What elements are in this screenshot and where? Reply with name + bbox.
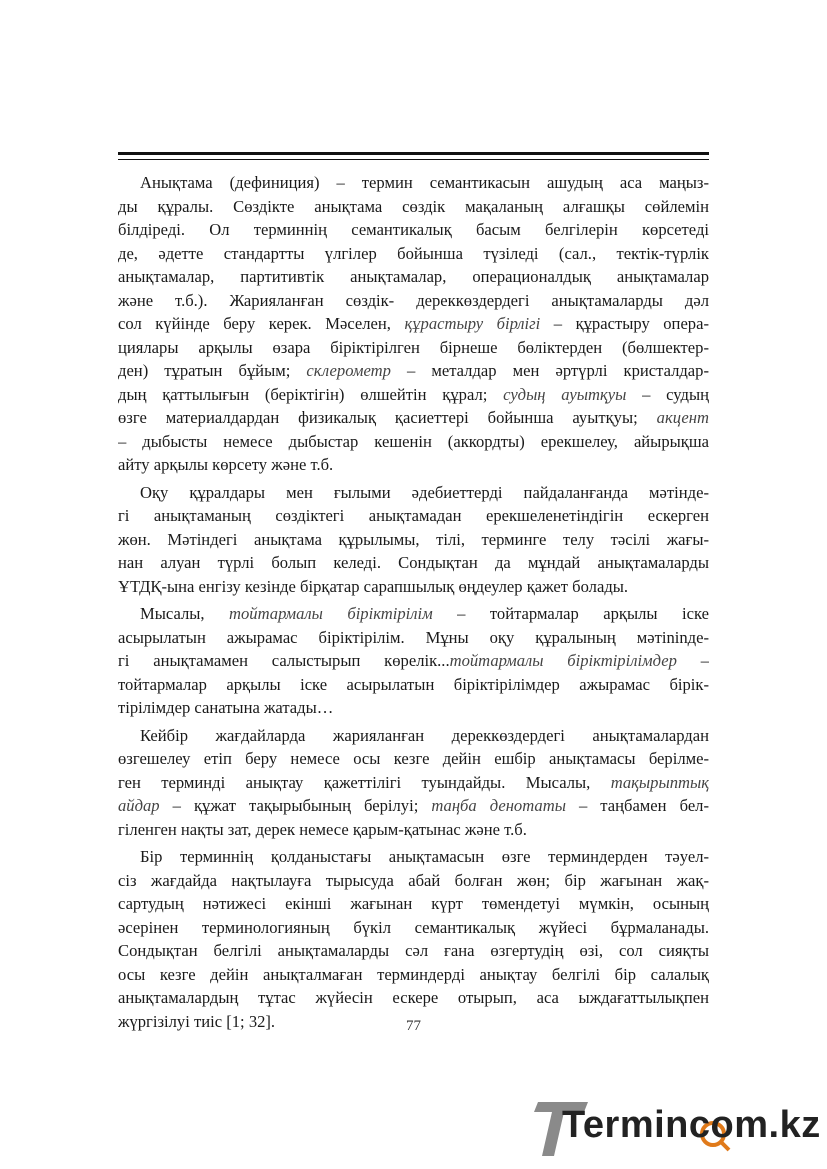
text-line	[118, 602, 709, 626]
text-run: анықтамалар, партитивтік анықтамалар, операционалдық анықтамалар	[118, 267, 709, 286]
text-line	[118, 504, 709, 528]
termincom-logo	[528, 1098, 821, 1160]
italic-term: тойтармалы біріктірілімдер	[449, 651, 677, 670]
text-line	[118, 195, 709, 219]
text-run: асырылатын ажырамас біріктірілім. Мұны оқу құралының мәтininде-	[118, 627, 709, 647]
text-line	[118, 383, 709, 407]
text-run: сартудың нәтижесі екінші жағынан күрт төмендетуі мүмкін, осының	[118, 894, 709, 913]
text-line	[118, 696, 709, 720]
text-line	[118, 626, 709, 650]
text-run: тойтармалар арқылы іске асырылатын біріктірілімдер ажырамас бірік-	[118, 674, 709, 694]
text-run: анықтамалардың тұтас жүйесін ескере отырып, аса ыждағаттылықпен	[118, 988, 709, 1007]
text-run: осы кезге дейін анықталмаған терминдерді анықтау белгілі бір салалық	[118, 964, 709, 984]
text-line	[118, 528, 709, 552]
italic-term: айдар	[118, 796, 160, 815]
italic-term: тақырыптық	[610, 772, 709, 792]
paragraph	[118, 602, 709, 720]
text-line	[118, 649, 709, 673]
text-line	[118, 673, 709, 697]
text-line	[118, 312, 709, 336]
text-line	[118, 289, 709, 313]
italic-term: акцент	[656, 408, 709, 427]
text-line	[118, 771, 709, 795]
text-line	[118, 892, 709, 916]
text-run: ды құралы. Сөздікте анықтама сөздік мақаланың алғашқы сөйлемін	[118, 196, 709, 216]
text-run: Оқу құралдары мен ғылыми әдебиеттерді пайдаланғанда мәтінде-	[140, 482, 709, 502]
text-line	[118, 575, 709, 599]
text-run: ҰТДҚ-ына енгізу кезінде бірқатар сарапшылық өңдеулер қажет болады.	[118, 576, 629, 596]
paragraph	[118, 724, 709, 842]
text-line	[118, 845, 709, 869]
text-line	[118, 939, 709, 963]
text-run: білдіреді. Ол терминнің семантикалық басым белгілерін көрсетеді	[118, 220, 709, 239]
text-line	[118, 171, 709, 195]
text-run: жөн. Мәтіндегі анықтама құрылымы, тілі, терминге телу тәсілі жағы-	[118, 529, 709, 549]
text-line	[118, 551, 709, 575]
text-run: жүргізілуі тиіс [1; 32].	[118, 1011, 276, 1031]
text-line	[118, 986, 709, 1010]
paragraph	[118, 845, 709, 1033]
text-line	[118, 430, 709, 454]
text-run: – судың	[626, 384, 709, 404]
text-run: гіленген нақты зат, дерек немесе қарым-қатынас және т.б.	[118, 819, 527, 839]
text-run: Бір терминнің қолданыстағы анықтамасын өзге терминдерден тәуел-	[140, 847, 709, 866]
text-run: – таңбамен бел-	[565, 796, 709, 815]
text-line	[118, 869, 709, 893]
text-run: өзге материалдардан физикалық қасиеттері бойынша ауытқуы;	[118, 408, 657, 427]
body-text	[118, 171, 709, 1037]
header-rule-thick	[118, 152, 709, 155]
italic-term: құрастыру бірлігі	[404, 314, 541, 333]
text-line	[118, 453, 709, 477]
text-run: айту арқылы көрсету және т.б.	[118, 455, 334, 474]
page-number: 77	[406, 1018, 421, 1034]
text-run: – тойтармалар арқылы іске	[432, 604, 709, 623]
text-run: Анықтама (дефиниция) – термин семантикасын ашудың аса маңыз-	[140, 173, 709, 192]
text-run: Кейбір жағдайларда жарияланған дереккөздердегі анықтамалардан	[140, 725, 709, 745]
text-line	[118, 916, 709, 940]
paragraph	[118, 481, 709, 599]
text-run: – құрастыру опера-	[540, 314, 709, 333]
text-line	[118, 963, 709, 987]
text-run: гі анықтамамен салыстырып көрелік...	[118, 651, 450, 670]
text-run: және т.б.). Жарияланған сөздік- дереккөздердегі анықтамаларды дәл	[118, 290, 709, 310]
text-line	[118, 359, 709, 383]
italic-term: склерометр	[306, 361, 391, 380]
text-run: – құжат тақырыбының берілуі;	[159, 796, 432, 815]
text-run: сіз жағдайда нақтылауға тырысуда абай болған жөн; бір жағынан жақ-	[118, 870, 709, 890]
header-rule-thin	[118, 159, 709, 160]
text-line	[118, 242, 709, 266]
text-line	[118, 724, 709, 748]
text-line	[118, 406, 709, 430]
text-run: әсерінен терминологияның бүкіл семантикалық жүйесі бұрмаланады.	[118, 917, 709, 937]
text-run: тірілімдер санатына жатады…	[118, 698, 334, 717]
text-run: Сондықтан белгілі анықтамаларды сәл ғана өзгертудің өзі, сол сияқты	[118, 941, 709, 960]
italic-term: судың ауытқуы	[503, 384, 627, 404]
text-run: ген терминді анықтау қажеттілігі туындайды. Мысалы,	[118, 772, 611, 792]
text-line	[118, 794, 709, 818]
text-run: – дыбысты немесе дыбыстар кешенін (аккордты) ерекшелеу, айырықша	[118, 431, 709, 451]
text-run: циялары арқылы өзара біріктірілген бірнеше бөліктерден (бөлшектер-	[118, 337, 709, 357]
text-run: – металдар мен әртүрлі кристалдар-	[390, 361, 709, 380]
text-run: де, әдетте стандартты үлгілер бойынша түзіледі (сал., тектік-түрлік	[118, 243, 709, 263]
text-run: ден) тұратын бұйым;	[118, 361, 307, 380]
text-line	[118, 818, 709, 842]
text-run: дың қаттылығын (беріктігін) өлшейтін құрал;	[118, 384, 504, 404]
logo-text: Termincom.kz	[562, 1104, 821, 1146]
text-line	[118, 265, 709, 289]
text-run: сол күйінде беру керек. Мәселен,	[118, 314, 405, 333]
text-run: –	[676, 651, 709, 670]
italic-term: таңба денотаты	[431, 796, 566, 815]
text-run: өзгешелеу етіп беру немесе осы кезге дейін ешбір анықтамасы берілме-	[118, 749, 709, 768]
text-line	[118, 336, 709, 360]
text-run: нан алуан түрлі болып келеді. Сондықтан да мұндай анықтамаларды	[118, 553, 709, 572]
text-line	[118, 218, 709, 242]
text-run: Мысалы,	[140, 604, 230, 623]
italic-term: тойтармалы біріктірілім	[229, 604, 433, 623]
paragraph	[118, 171, 709, 477]
text-line	[118, 747, 709, 771]
text-line	[118, 481, 709, 505]
text-run: гі анықтаманың сөздіктегі анықтамадан ерекшеленетіндігін ескерген	[118, 506, 709, 525]
